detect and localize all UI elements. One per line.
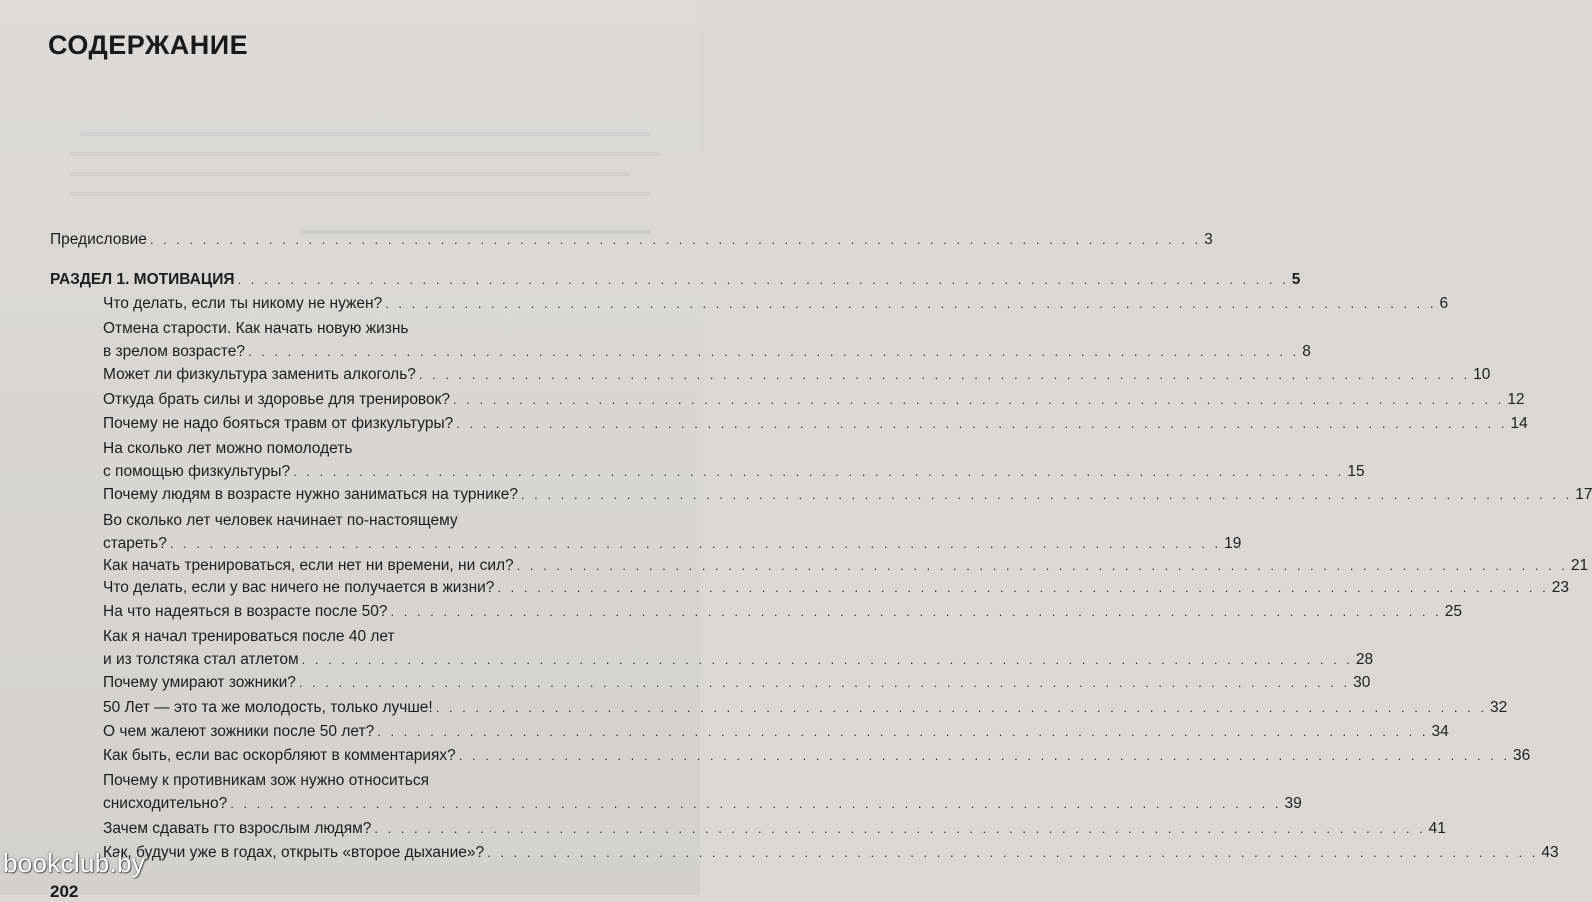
toc-entry-title: На сколько лет можно помолодеть [103,440,353,457]
toc-entry-title: Как быть, если вас оскорбляют в комментариях? [103,747,456,764]
dot-leader: . . . . . . . . . . . . . . . . . . . . . . . . . . . . . . . . . . . . . . . . . . . . . . . . . . . . . . . . . . . . . . . . . . . . . . . . . . . . . . . . [377,724,1429,739]
toc-page-number: 3 [1204,231,1213,248]
toc-page-number: 12 [1507,391,1525,408]
toc-entry [103,745,1531,768]
toc-entry [103,555,1589,578]
dot-leader: . . . . . . . . . . . . . . . . . . . . . . . . . . . . . . . . . . . . . . . . . . . . . . . . . . . . . . . . . . . . . . . . . . . . . . . . . . . . . . . . [374,821,1426,836]
toc-entry [103,510,1242,556]
dot-leader: . . . . . . . . . . . . . . . . . . . . . . . . . . . . . . . . . . . . . . . . . . . . . . . . . . . . . . . . . . . . . . . . . . . . . . . . . . . . . . . . [301,652,1353,667]
toc-entry-title: Почему умирают зожники? [103,674,296,691]
toc-entry-title: Почему не надо бояться травм от физкультуры? [103,415,454,432]
toc-entry [103,364,1491,387]
toc-entry [103,842,1559,865]
toc-entry-title: Как, будучи уже в годах, открыть «второе дыхание»? [103,844,485,861]
toc-page-number: 6 [1439,295,1449,312]
toc-entry-title: Может ли физкультура заменить алкоголь? [103,366,416,383]
toc-page-number: 25 [1444,603,1463,620]
toc-entry [103,577,1569,600]
dot-leader: . . . . . . . . . . . . . . . . . . . . . . . . . . . . . . . . . . . . . . . . . . . . . . . . . . . . . . . . . . . . . . . . . . . . . . . . . . . . . . . . [520,487,1573,502]
page-title: СОДЕРЖАНИЕ [48,30,249,60]
toc-entry-title: с помощью физкультуры? [103,463,291,480]
toc-entry [103,697,1508,720]
toc-page-number: 28 [1355,651,1374,668]
toc-entry [103,389,1525,412]
toc-page-number: 34 [1431,723,1449,740]
toc-page-number: 8 [1302,343,1311,360]
dot-leader: . . . . . . . . . . . . . . . . . . . . . . . . . . . . . . . . . . . . . . . . . . . . . . . . . . . . . . . . . . . . . . . . . . . . . . . . . . . . . . . . [516,558,1568,573]
toc-entry [103,818,1446,841]
dot-leader: . . . . . . . . . . . . . . . . . . . . . . . . . . . . . . . . . . . . . . . . . . . . . . . . . . . . . . . . . . . . . . . . . . . . . . . . . . . . . . . . [237,272,1289,287]
toc-entry [103,626,1374,672]
toc-entry-title: и из толстяка стал атлетом [103,651,299,668]
toc-entry [103,484,1592,507]
toc-entry [103,672,1371,695]
toc-page-number: 43 [1541,844,1559,861]
toc-page-number: 32 [1489,699,1508,716]
watermark: bookclub.by [3,848,146,878]
dot-leader: . . . . . . . . . . . . . . . . . . . . . . . . . . . . . . . . . . . . . . . . . . . . . . . . . . . . . . . . . . . . . . . . . . . . . . . . . . . . . . . . [487,845,1539,860]
toc-page-number: 19 [1224,535,1242,552]
toc-entry-title: РАЗДЕЛ 1. МОТИВАЦИЯ [50,271,235,288]
toc-page-number: 10 [1473,366,1491,383]
toc-entry [103,721,1449,744]
toc-page-number: 14 [1510,415,1528,432]
toc-entry-title: О чем жалеют зожники после 50 лет? [103,723,375,740]
toc-entry-title: снисходительно? [103,795,228,812]
toc-entry [103,318,1311,364]
dot-leader: . . . . . . . . . . . . . . . . . . . . . . . . . . . . . . . . . . . . . . . . . . . . . . . . . . . . . . . . . . . . . . . . . . . . . . . . . . . . . . . . [435,700,1487,715]
toc-entry-title: Зачем сдавать гто взрослым людям? [103,820,372,837]
toc-page-number: 36 [1513,747,1531,764]
toc-entry-title: Откуда брать силы и здоровье для тренировок? [103,391,451,408]
toc-entry [103,293,1449,316]
toc-entry-title: Что делать, если у вас ничего не получается в жизни? [103,579,495,596]
toc-entry [103,601,1463,624]
dot-leader: . . . . . . . . . . . . . . . . . . . . . . . . . . . . . . . . . . . . . . . . . . . . . . . . . . . . . . . . . . . . . . . . . . . . . . . . . . . . . . . . [230,796,1282,811]
toc-entry-title: стареть? [103,535,167,552]
toc-entry-title: Почему людям в возрасте нужно заниматься на турнике? [103,486,518,503]
dot-leader: . . . . . . . . . . . . . . . . . . . . . . . . . . . . . . . . . . . . . . . . . . . . . . . . . . . . . . . . . . . . . . . . . . . . . . . . . . . . . . . . [169,536,1222,551]
toc-page-number: 17 [1575,486,1592,503]
toc-entry [50,229,1213,252]
toc-page-number: 23 [1551,579,1569,596]
toc-entry [103,770,1302,816]
toc-entry [103,438,1365,484]
dot-leader: . . . . . . . . . . . . . . . . . . . . . . . . . . . . . . . . . . . . . . . . . . . . . . . . . . . . . . . . . . . . . . . . . . . . . . . . . . . . . . . . [453,392,1505,407]
toc-entry-title: Как я начал тренироваться после 40 лет [103,628,395,645]
toc-entry-title: Отмена старости. Как начать новую жизнь [103,320,409,337]
dot-leader: . . . . . . . . . . . . . . . . . . . . . . . . . . . . . . . . . . . . . . . . . . . . . . . . . . . . . . . . . . . . . . . . . . . . . . . . . . . . . . . . [247,344,1300,359]
toc-page-number: 21 [1570,557,1589,574]
page-number: 202 [50,882,79,901]
toc-page-number: 5 [1291,271,1301,288]
dot-leader: . . . . . . . . . . . . . . . . . . . . . . . . . . . . . . . . . . . . . . . . . . . . . . . . . . . . . . . . . . . . . . . . . . . . . . . . . . . . . . . . [149,232,1202,247]
dot-leader: . . . . . . . . . . . . . . . . . . . . . . . . . . . . . . . . . . . . . . . . . . . . . . . . . . . . . . . . . . . . . . . . . . . . . . . . . . . . . . . . [298,675,1351,690]
dot-leader: . . . . . . . . . . . . . . . . . . . . . . . . . . . . . . . . . . . . . . . . . . . . . . . . . . . . . . . . . . . . . . . . . . . . . . . . . . . . . . . . [456,416,1508,431]
dot-leader: . . . . . . . . . . . . . . . . . . . . . . . . . . . . . . . . . . . . . . . . . . . . . . . . . . . . . . . . . . . . . . . . . . . . . . . . . . . . . . . . [385,296,1437,311]
toc-entry-title: Предисловие [50,231,147,248]
toc-entry-title: 50 Лет — это та же молодость, только лучше! [103,699,433,716]
toc-entry-title: Почему к противникам зож нужно относиться [103,772,429,789]
toc-entry-title: в зрелом возрасте? [103,343,245,360]
toc-page-number: 39 [1284,795,1302,812]
toc-page-number: 30 [1353,674,1371,691]
toc-entry-title: Во сколько лет человек начинает по-настоящему [103,512,458,529]
dot-leader: . . . . . . . . . . . . . . . . . . . . . . . . . . . . . . . . . . . . . . . . . . . . . . . . . . . . . . . . . . . . . . . . . . . . . . . . . . . . . . . . [418,367,1471,382]
toc-page-number: 41 [1428,820,1446,837]
dot-leader: . . . . . . . . . . . . . . . . . . . . . . . . . . . . . . . . . . . . . . . . . . . . . . . . . . . . . . . . . . . . . . . . . . . . . . . . . . . . . . . . [293,464,1345,479]
toc-entry [103,413,1528,436]
toc-section [50,269,1301,292]
dot-leader: . . . . . . . . . . . . . . . . . . . . . . . . . . . . . . . . . . . . . . . . . . . . . . . . . . . . . . . . . . . . . . . . . . . . . . . . . . . . . . . . [390,604,1442,619]
dot-leader: . . . . . . . . . . . . . . . . . . . . . . . . . . . . . . . . . . . . . . . . . . . . . . . . . . . . . . . . . . . . . . . . . . . . . . . . . . . . . . . . [458,748,1511,763]
toc-entry-title: Что делать, если ты никому не нужен? [103,295,383,312]
toc-entry-title: На что надеяться в возрасте после 50? [103,603,388,620]
dot-leader: . . . . . . . . . . . . . . . . . . . . . . . . . . . . . . . . . . . . . . . . . . . . . . . . . . . . . . . . . . . . . . . . . . . . . . . . . . . . . . . . [497,580,1549,595]
toc-page-number: 15 [1347,463,1365,480]
toc-entry-title: Как начать тренироваться, если нет ни времени, ни сил? [103,557,514,574]
